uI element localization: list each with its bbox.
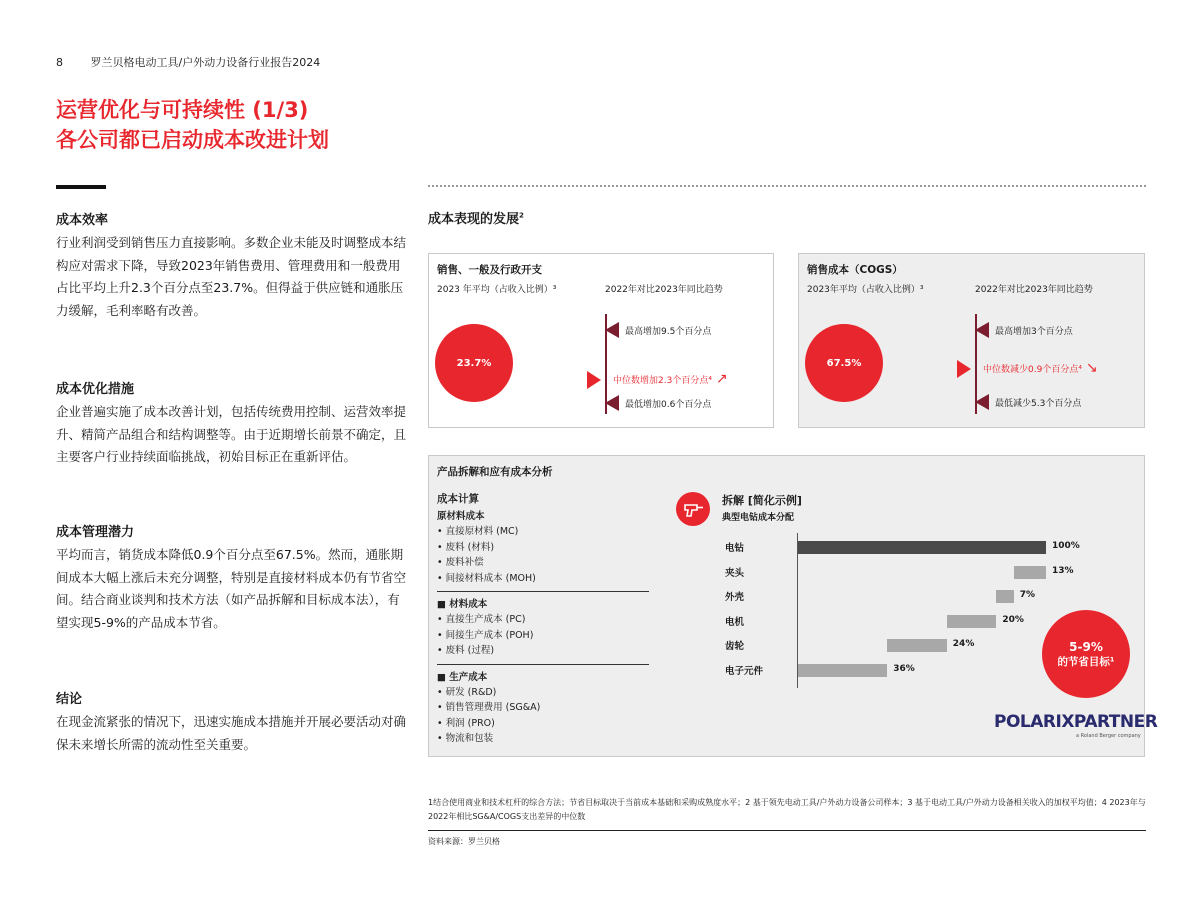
cost-calc-title: 成本计算 bbox=[437, 493, 479, 505]
teardown-panel-title: 产品拆解和应有成本分析 bbox=[437, 466, 553, 478]
sga-trend-label: 2022年对比2023年同比趋势 bbox=[605, 285, 723, 295]
section-heading: 成本优化措施 bbox=[56, 382, 135, 397]
group-divider bbox=[437, 664, 649, 665]
sga-avg-label: 2023 年平均（占收入比例）³ bbox=[437, 285, 557, 295]
page-header bbox=[56, 54, 320, 70]
sga-max bbox=[605, 322, 711, 338]
cogs-median bbox=[983, 360, 1098, 376]
category-label: 电钻 bbox=[725, 543, 745, 554]
cogs-min bbox=[975, 394, 1081, 410]
section-body: 行业利润受到销售压力直接影响。多数企业未能及时调整成本结构应对需求下降，导致2023年销售费用、管理费用和一般费用占比平均上升2.3个百分点至23.7%。但得益于供应链和通胀压力缓解，毛利率略有改善。 bbox=[56, 235, 407, 318]
brand-tagline: a Roland Berger company bbox=[1076, 733, 1141, 739]
cogs-title: 销售成本（COGS） bbox=[807, 264, 903, 276]
trend-down-icon: ↘ bbox=[1085, 360, 1098, 376]
brand-logo: POLARIXPARTNER bbox=[994, 712, 1158, 732]
sga-median-text: 中位数增加2.3个百分点⁴ bbox=[613, 375, 712, 386]
list-item: • 利润 (PRO) bbox=[437, 717, 495, 729]
sga-max-text: 最高增加9.5个百分点 bbox=[625, 326, 712, 337]
cogs-panel bbox=[798, 253, 1145, 428]
section-heading: 成本效率 bbox=[56, 213, 109, 228]
triangle-left-icon bbox=[975, 322, 989, 338]
median-arrow-icon bbox=[587, 371, 601, 389]
section-cost-potential bbox=[56, 521, 406, 634]
page-title: 运营优化与可持续性 (1/3) bbox=[56, 98, 309, 122]
section-cost-measures bbox=[56, 378, 406, 469]
cost-development-title-text: 成本表现的发展 bbox=[428, 212, 520, 227]
list-item: • 间接材料成本 (MOH) bbox=[437, 572, 536, 584]
waterfall-bar bbox=[798, 664, 887, 677]
footnote-divider bbox=[428, 830, 1146, 831]
group-heading: 原材料成本 bbox=[437, 511, 485, 522]
sga-min-text: 最低增加0.6个百分点 bbox=[625, 399, 712, 410]
teardown-subtitle: 典型电钻成本分配 bbox=[722, 513, 795, 523]
category-label: 齿轮 bbox=[725, 641, 745, 653]
waterfall-bar bbox=[947, 615, 997, 628]
sga-min bbox=[605, 395, 711, 411]
cogs-min-text: 最低减少5.3个百分点 bbox=[995, 398, 1082, 409]
list-item: • 废料补偿 bbox=[437, 557, 484, 568]
footnote-ref: 2 bbox=[519, 211, 524, 220]
triangle-left-icon bbox=[605, 322, 619, 338]
data-label: 24% bbox=[952, 639, 975, 650]
teardown-title: 拆解 [简化示例] bbox=[722, 494, 802, 507]
list-item: • 间接生产成本 (POH) bbox=[437, 629, 534, 641]
section-body: 企业普遍实施了成本改善计划，包括传统费用控制、运营效率提升、精简产品组合和结构调整等。由于近期增长前景不确定，且主要客户行业持续面临挑战，初始目标正在重新评估。 bbox=[56, 404, 407, 464]
list-item: • 废料 (材料) bbox=[437, 541, 495, 553]
dotted-divider bbox=[428, 185, 1146, 187]
waterfall-bar bbox=[996, 590, 1013, 603]
group-divider bbox=[437, 591, 649, 592]
page-subtitle: 各公司都已启动成本改进计划 bbox=[56, 128, 329, 152]
cogs-max bbox=[975, 322, 1073, 338]
footnotes: 1结合使用商业和技术杠杆的综合方法；节省目标取决于当前成本基础和采购成熟度水平；2 基于领先电动工具/户外动力设备公司样本；3 基于电动工具/户外动力设备相关收入的加权平均值；4 2023年与2022年相比SG&A/COGS支出差异的中位数 bbox=[428, 798, 1146, 821]
category-label: 电机 bbox=[725, 616, 745, 628]
section-heading: 结论 bbox=[56, 692, 83, 707]
drill-icon bbox=[676, 492, 710, 526]
data-label: 36% bbox=[893, 664, 915, 674]
cost-development-title bbox=[428, 208, 524, 227]
triangle-left-icon bbox=[605, 395, 619, 411]
category-label: 电子元件 bbox=[725, 666, 764, 677]
savings-label: 的节省目标¹ bbox=[1057, 655, 1115, 668]
list-item: • 直接原材料 (MC) bbox=[437, 526, 519, 537]
page-number: 8 bbox=[56, 56, 63, 69]
source-note: 资料来源：罗兰贝格 bbox=[428, 837, 500, 846]
section-heading: 成本管理潜力 bbox=[56, 525, 135, 540]
cogs-value-circle: 67.5% bbox=[805, 324, 883, 402]
section-conclusion bbox=[56, 688, 406, 756]
sga-title: 销售、一般及行政开支 bbox=[437, 264, 542, 276]
waterfall-bar bbox=[887, 639, 947, 652]
waterfall-bar bbox=[1014, 566, 1046, 579]
cogs-median-text: 中位数减少0.9个百分点⁴ bbox=[983, 364, 1082, 375]
triangle-left-icon bbox=[975, 394, 989, 410]
cogs-max-text: 最高增加3个百分点 bbox=[995, 326, 1073, 337]
data-label: 100% bbox=[1052, 541, 1080, 551]
data-label: 20% bbox=[1002, 614, 1024, 625]
list-item: • 销售管理费用 (SG&A) bbox=[437, 702, 541, 713]
sga-panel bbox=[428, 253, 774, 428]
section-cost-efficiency bbox=[56, 209, 406, 322]
list-item: • 研发 (R&D) bbox=[437, 686, 497, 698]
section-body: 平均而言，销货成本降低0.9个百分点至67.5%。然而，通胀期间成本大幅上涨后未充分调整，特别是直接材料成本仍有节省空间。结合商业谈判和技术方法（如产品拆解和目标成本法），有望实现5-9%的产品成本节省。 bbox=[56, 547, 407, 630]
cogs-trend-label: 2022年对比2023年同比趋势 bbox=[975, 285, 1093, 295]
list-item: • 直接生产成本 (PC) bbox=[437, 614, 526, 625]
list-item: • 废料 (过程) bbox=[437, 645, 495, 656]
category-label: 外壳 bbox=[725, 592, 745, 604]
section-body: 在现金流紧张的情况下，迅速实施成本措施并开展必要活动对确保未来增长所需的流动性至关重要。 bbox=[56, 714, 407, 752]
cogs-avg-label: 2023年平均（占收入比例）³ bbox=[807, 285, 924, 295]
waterfall-bar bbox=[798, 541, 1046, 554]
group-heading: ■ 生产成本 bbox=[437, 671, 488, 683]
savings-value: 5-9% bbox=[1069, 639, 1103, 654]
cost-calculation-list bbox=[437, 492, 649, 747]
data-label: 13% bbox=[1052, 565, 1074, 576]
list-item: • 物流和包装 bbox=[437, 733, 494, 744]
trend-up-icon: ↗ bbox=[715, 371, 728, 387]
group-heading: ■ 材料成本 bbox=[437, 599, 488, 610]
sga-value-circle: 23.7% bbox=[435, 324, 513, 402]
median-arrow-icon bbox=[957, 360, 971, 378]
category-label: 夹头 bbox=[725, 567, 745, 579]
sga-median bbox=[613, 371, 728, 387]
report-title: 罗兰贝格电动工具/户外动力设备行业报告2024 bbox=[90, 56, 321, 69]
title-divider bbox=[56, 185, 106, 189]
savings-target-badge bbox=[1042, 610, 1130, 698]
data-label: 7% bbox=[1019, 590, 1036, 601]
